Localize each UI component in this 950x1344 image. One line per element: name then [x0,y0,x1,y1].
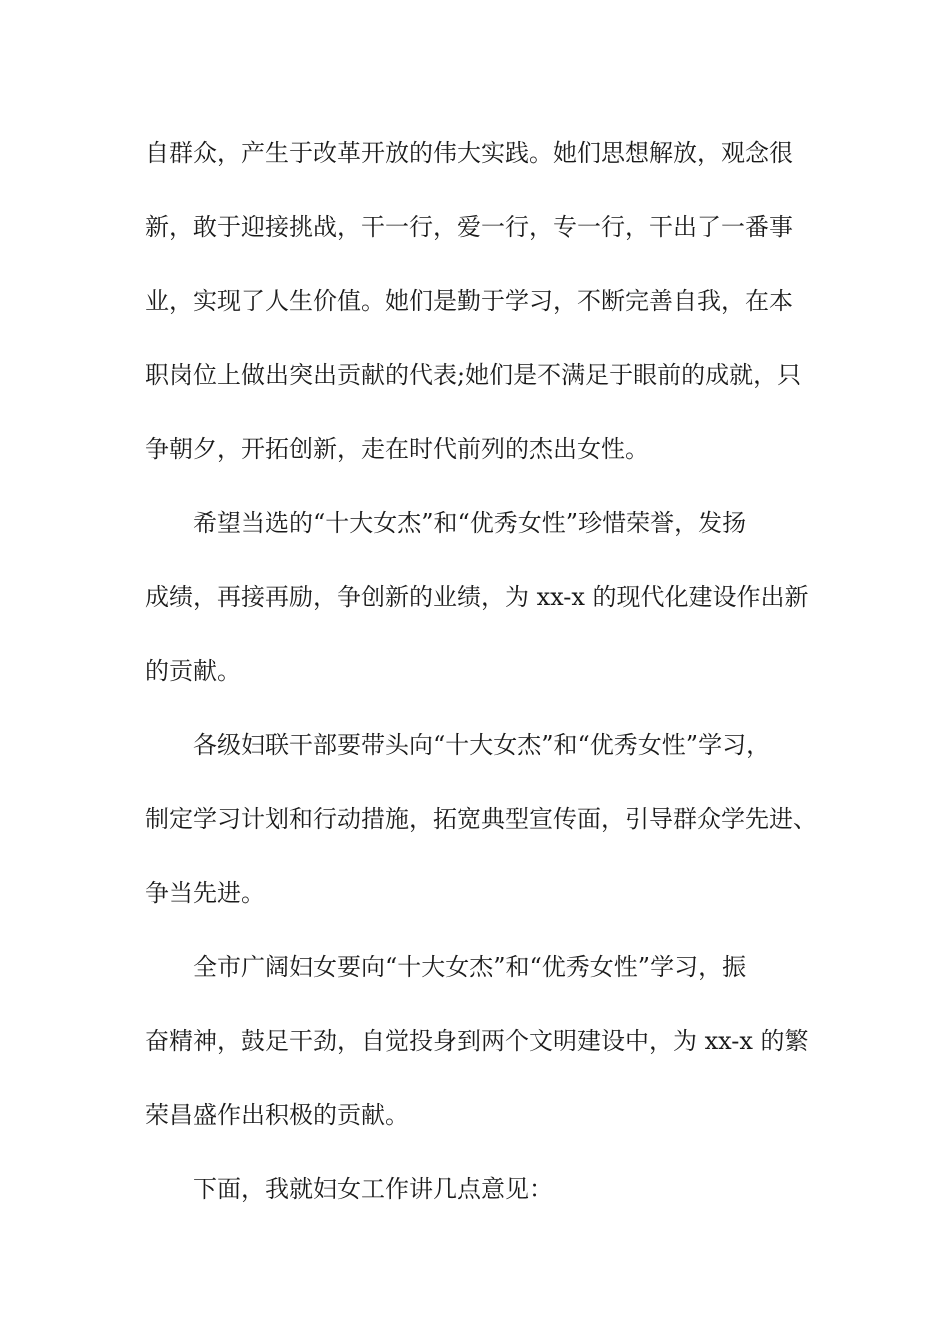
text-line: 业，实现了人生价值。她们是勤于学习，不断完善自我，在本 [145,287,793,315]
text-line: 的贡献。 [145,657,241,685]
text-line: 制定学习计划和行动措施，拓宽典型宣传面，引导群众学先进、 [145,805,817,833]
paragraph-first-line: 希望当选的“十大女杰”和“优秀女性”珍惜荣誉，发扬 [193,509,747,537]
text-line: 成绩，再接再励，争创新的业绩，为 xx-x 的现代化建设作出新 [145,583,809,611]
paragraph-first-line: 全市广阔妇女要向“十大女杰”和“优秀女性”学习，振 [193,953,747,981]
text-line: 奋精神，鼓足干劲，自觉投身到两个文明建设中，为 xx-x 的繁 [145,1027,809,1055]
text-line: 自群众，产生于改革开放的伟大实践。她们思想解放，观念很 [145,139,793,167]
text-line: 争当先进。 [145,879,265,907]
paragraph-first-line: 各级妇联干部要带头向“十大女杰”和“优秀女性”学习， [193,731,771,759]
text-line: 争朝夕，开拓创新，走在时代前列的杰出女性。 [145,435,649,463]
text-line: 荣昌盛作出积极的贡献。 [145,1101,409,1129]
paragraph-first-line: 下面，我就妇女工作讲几点意见： [193,1175,553,1203]
document-body [145,131,817,1241]
text-line: 职岗位上做出突出贡献的代表;她们是不满足于眼前的成就，只 [145,361,802,389]
text-line: 新，敢于迎接挑战，干一行，爱一行，专一行，干出了一番事 [145,213,793,241]
